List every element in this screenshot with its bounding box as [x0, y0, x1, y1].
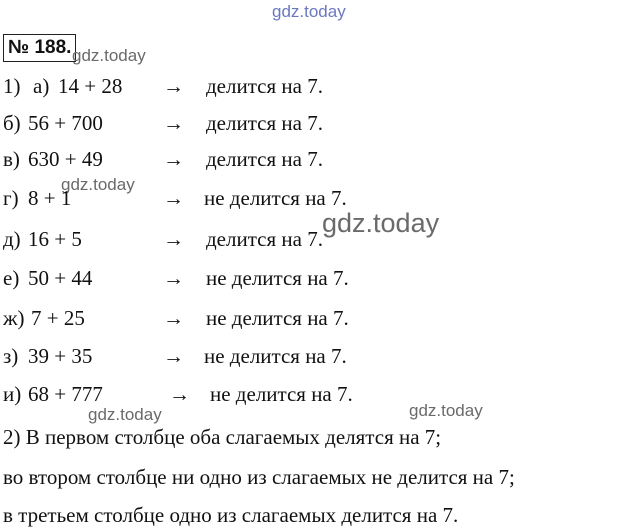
list-item [3, 147, 423, 175]
expression: 50 + 44 [28, 266, 93, 290]
list-item [3, 344, 423, 372]
arrow-icon: → [163, 111, 184, 135]
arrow-icon: → [163, 306, 184, 330]
item-label: е) [3, 266, 20, 290]
list-item [3, 74, 423, 102]
expression: 630 + 49 [28, 147, 103, 171]
arrow-icon: → [163, 227, 184, 251]
list-item [3, 227, 423, 255]
conclusion-line: 2) В первом столбце оба слагаемых делятся на 7; [3, 425, 442, 449]
list-item [3, 306, 423, 334]
conclusion-line: во втором столбце ни одно из слагаемых не делится на 7; [3, 465, 515, 489]
conclusion-line: в третьем столбце одно из слагаемых делится на 7. [3, 503, 459, 527]
watermark: gdz.today [72, 46, 146, 65]
result: делится на 7. [206, 74, 323, 98]
result: не делится на 7. [204, 344, 347, 368]
result: делится на 7. [206, 147, 323, 171]
arrow-icon: → [163, 266, 184, 290]
watermark: gdz.today [409, 401, 483, 420]
expression: 68 + 777 [28, 382, 103, 406]
item-label: з) [3, 344, 19, 368]
expression: 56 + 700 [28, 111, 103, 135]
arrow-icon: → [163, 186, 184, 210]
expression: 39 + 35 [28, 344, 93, 368]
result: не делится на 7. [210, 382, 353, 406]
arrow-icon: → [163, 74, 184, 98]
result: не делится на 7. [206, 266, 349, 290]
expression: 8 + 1 [28, 186, 72, 210]
expression: 16 + 5 [28, 227, 82, 251]
list-item [3, 111, 423, 139]
result: не делится на 7. [204, 186, 347, 210]
result: не делится на 7. [206, 306, 349, 330]
watermark: gdz.today [61, 175, 135, 194]
part-label: 1) [3, 74, 21, 98]
result: делится на 7. [206, 227, 323, 251]
arrow-icon: → [163, 147, 184, 171]
expression: 14 + 28 [58, 74, 123, 98]
item-label: б) [3, 111, 21, 135]
item-label: ж) [3, 306, 25, 330]
watermark: gdz.today [322, 208, 440, 238]
arrow-icon: → [163, 344, 184, 368]
arrow-icon: → [169, 382, 190, 406]
list-item [3, 382, 423, 410]
list-item [3, 266, 423, 294]
expression: 7 + 25 [31, 306, 85, 330]
result: делится на 7. [206, 111, 323, 135]
task-number: № 188. [3, 34, 76, 62]
item-label: в) [3, 147, 20, 171]
watermark: gdz.today [272, 2, 346, 21]
item-label: а) [33, 74, 50, 98]
watermark: gdz.today [88, 405, 162, 424]
item-label: и) [3, 382, 22, 406]
item-label: д) [3, 227, 21, 251]
item-label: г) [3, 186, 19, 210]
